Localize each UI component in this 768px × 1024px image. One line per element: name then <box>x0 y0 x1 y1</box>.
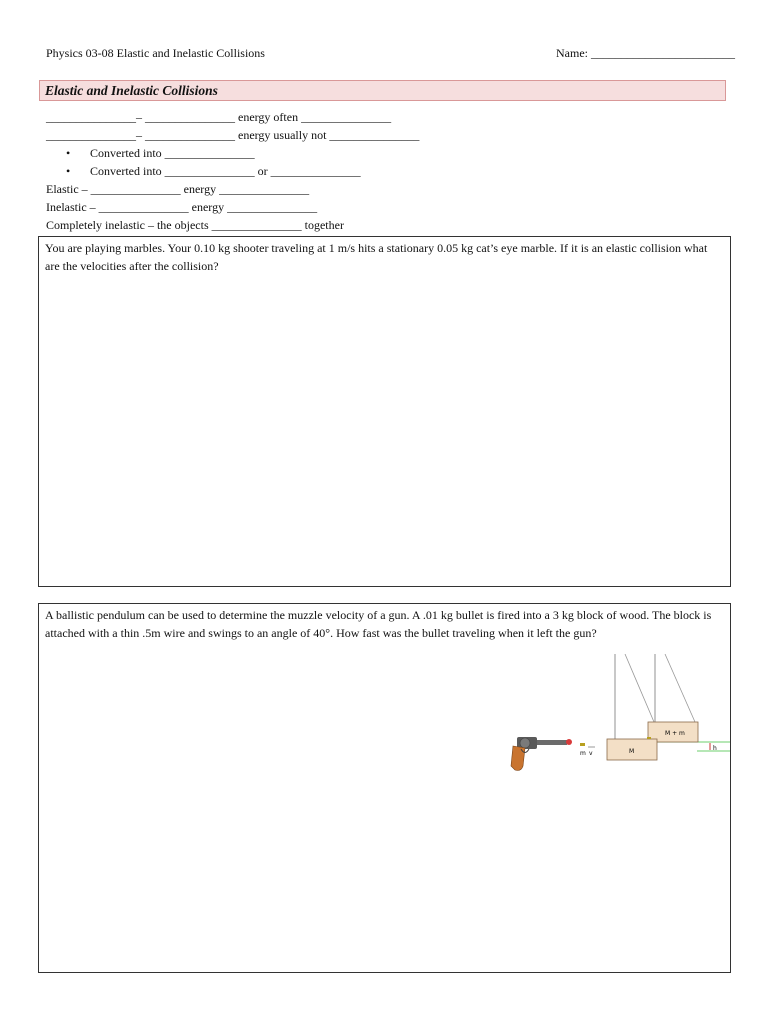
combined-block-label: M + m <box>665 730 685 737</box>
muzzle-flash-icon <box>566 739 572 745</box>
note-line: Elastic – _______________ energy _______________ <box>46 182 310 196</box>
problem-text: You are playing marbles. Your 0.10 kg shooter traveling at 1 m/s hits a stationary 0.05 kg cat’s eye marble. If it is an elastic collision what are the velocities after the collision? <box>45 241 708 273</box>
problem-text: A ballistic pendulum can be used to determine the muzzle velocity of a gun. A .01 kg bullet is fired into a 3 kg block of wood. The block is attached with a thin .5m wire and swings to an angle of 40°. How fast was the bullet traveling when it left the gun? <box>45 608 712 640</box>
notes-list <box>46 108 726 234</box>
pendulum-diagram <box>507 654 730 789</box>
embedded-bullet <box>647 737 651 739</box>
note-line: Inelastic – _______________ energy _______________ <box>46 200 318 214</box>
note-line: Completely inelastic – the objects _______________ together <box>46 218 344 232</box>
ballistic-pendulum-figure <box>507 654 730 789</box>
bullet-item <box>46 162 726 180</box>
revolver-icon <box>511 737 572 771</box>
section-title: Elastic and Inelastic Collisions <box>39 80 726 101</box>
note-line: _______________– _______________ energy often _______________ <box>46 110 392 124</box>
pendulum-string-swung <box>665 654 695 722</box>
bullet-icon: • <box>66 146 71 160</box>
height-label: h <box>713 745 717 752</box>
bullet-velocity-label: v <box>589 750 593 757</box>
page-header <box>46 46 735 62</box>
bullet-mass-label: m <box>580 750 586 757</box>
pendulum-string-swung <box>625 654 654 722</box>
problem-box-marbles <box>38 236 731 587</box>
wood-block-label: M <box>629 748 635 755</box>
note-line: _______________– _______________ energy usually not _______________ <box>46 128 420 142</box>
problem-box-ballistic-pendulum <box>38 603 731 973</box>
bullet-item <box>46 144 726 162</box>
bullet-text: Converted into _______________ or _______________ <box>90 164 361 178</box>
bullet-text: Converted into _______________ <box>90 146 255 160</box>
bullet-icon: • <box>66 164 71 178</box>
document-title: Physics 03-08 Elastic and Inelastic Collisions <box>46 46 265 60</box>
name-field-label: Name: ________________________ <box>556 46 735 60</box>
bullet <box>580 743 585 746</box>
